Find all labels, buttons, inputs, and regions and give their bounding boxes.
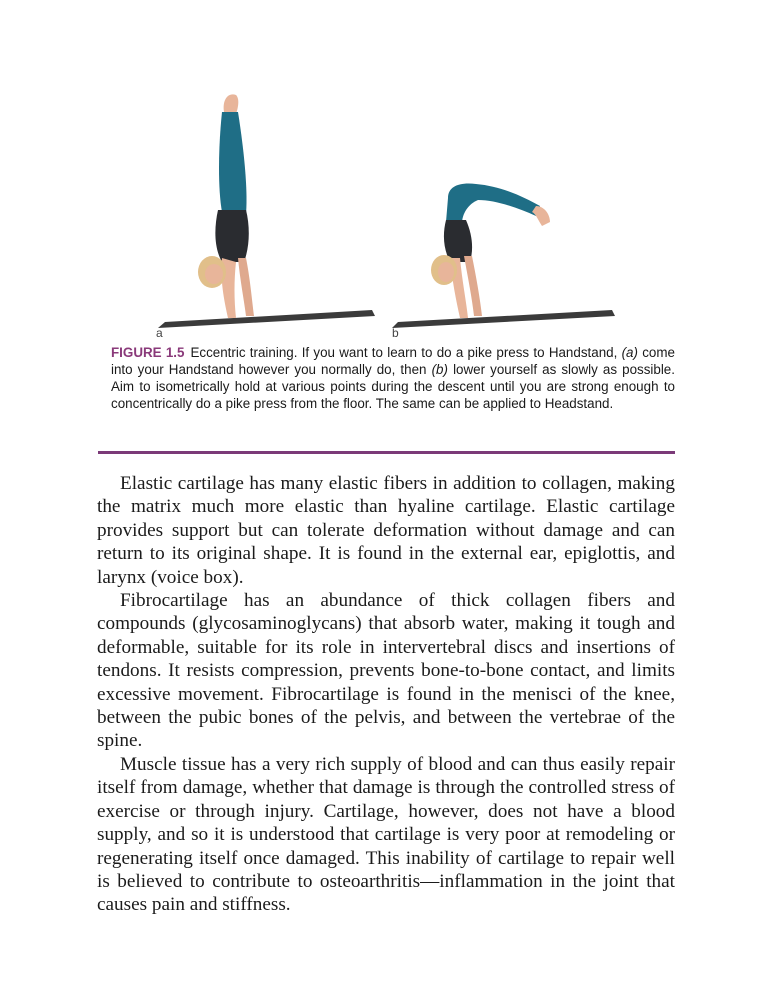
panel-label-b: b: [392, 326, 399, 340]
figure-illustration: [0, 0, 772, 335]
pike-figure-b: [392, 184, 615, 328]
yoga-mat-a: [158, 310, 375, 328]
paragraph-muscle-tissue: Muscle tissue has a very rich supply of blood and can thus easily repair itself from damage, whether that damage is through the controlled stress of exercise or through injury. Cartilage, however, does not have a blood supply, and so it is understood that cartilage is very poor at remodeling or regenerating itself once damaged. This inability of cartilage to repair well is believed to contribute to osteoarthritis—inflammation in the joint that causes pain and stiffness.: [97, 753, 675, 916]
body-text: [97, 472, 675, 917]
caption-text-3: lower yourself as slowly as possible. Aim to isometrically hold at various points during the descent until you are strong enough to concentrically do a pike press from the floor. The same can be applied to Headstand.: [111, 362, 675, 411]
section-divider: [98, 451, 675, 454]
figure-caption: [111, 344, 675, 412]
paragraph-elastic-cartilage: Elastic cartilage has many elastic fibers in addition to collagen, making the matrix much more elastic than hyaline cartilage. Elastic cartilage provides support but can tolerate deformation without damage and can return to its original shape. It is found in the external ear, epiglottis, and larynx (voice box).: [97, 473, 675, 588]
panel-label-a: a: [156, 326, 163, 340]
paragraph-fibrocartilage: Fibrocartilage has an abundance of thick collagen fibers and compounds (glycosaminoglycans) that absorb water, making it tough and deformable, suitable for its role in intervertebral discs and insertions of tendons. It resists compression, prevents bone-to-bone contact, and limits excessive movement. Fibrocartilage is found in the menisci of the knee, between the pubic bones of the pelvis, and between the vertebrae of the spine.: [97, 590, 675, 752]
figure-number: FIGURE 1.5: [111, 345, 185, 360]
handstand-figure-a: [158, 94, 375, 328]
figure-1-5: [0, 0, 772, 340]
caption-text-2: come into your Handstand however you normally do, then: [111, 345, 675, 377]
caption-ref-b: (b): [431, 362, 448, 377]
yoga-mat-b: [392, 310, 615, 328]
caption-text-1: Eccentric training. If you want to learn to do a pike press to Handstand,: [190, 345, 618, 360]
caption-ref-a: (a): [621, 345, 638, 360]
